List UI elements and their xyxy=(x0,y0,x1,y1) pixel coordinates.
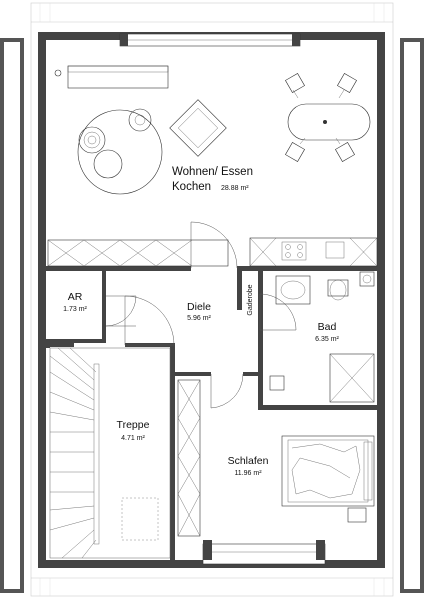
label-wohnen xyxy=(172,166,253,193)
room-area-diele: 5.96 m² xyxy=(187,315,211,322)
room-name-kochen: Kochen xyxy=(172,181,212,193)
label-treppe xyxy=(117,419,150,442)
staircase xyxy=(50,348,170,558)
side-dormer-right xyxy=(400,38,424,593)
room-area-bad: 6.35 m² xyxy=(315,336,339,343)
roof-edge xyxy=(31,3,393,596)
room-name-gaderobe: Gaderobe xyxy=(247,284,254,316)
label-bad xyxy=(315,321,339,343)
room-area-schlafen: 11.96 m² xyxy=(234,470,262,477)
room-name-diele: Diele xyxy=(187,301,211,313)
label-diele xyxy=(187,301,212,322)
room-area-ar: 1.73 m² xyxy=(63,306,87,313)
room-name-treppe: Treppe xyxy=(116,419,150,431)
window-top xyxy=(120,34,300,46)
window-bottom xyxy=(203,540,325,564)
bed xyxy=(282,436,374,522)
room-name-bad: Bad xyxy=(317,321,337,333)
label-ar xyxy=(63,291,87,313)
room-name-ar: AR xyxy=(67,291,83,303)
interior-walls xyxy=(46,266,377,560)
wardrobe xyxy=(178,380,200,536)
outer-walls xyxy=(38,32,385,568)
living-cabinets xyxy=(48,240,228,266)
room-area-wohnen: 28.88 m² xyxy=(221,185,249,192)
room-area-treppe: 4.71 m² xyxy=(121,435,145,442)
room-name-wohnen: Wohnen/ Essen xyxy=(172,166,253,178)
room-name-schlafen: Schlafen xyxy=(227,455,269,467)
label-gaderobe xyxy=(247,284,254,315)
side-dormer-left xyxy=(0,38,24,593)
label-schlafen xyxy=(228,455,269,477)
kitchen-counter xyxy=(250,238,377,266)
